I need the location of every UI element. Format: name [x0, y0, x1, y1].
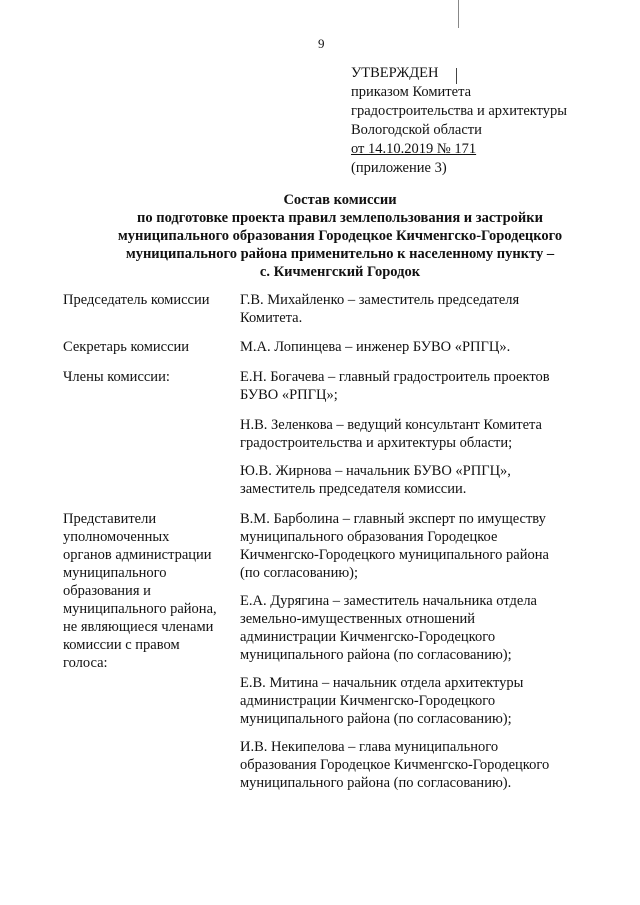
representative-line: Е.А. Дурягина – заместитель начальника отдела	[240, 593, 537, 609]
chairman-line-2: Комитета.	[240, 310, 303, 326]
approval-line-6: (приложение 3)	[351, 160, 447, 176]
page-number: 9	[318, 36, 325, 51]
secretary-entry	[240, 338, 590, 356]
chairman-entry	[240, 291, 590, 327]
representative-line: И.В. Некипелова – глава муниципального	[240, 739, 499, 755]
representative-entry	[240, 738, 590, 792]
approval-line-3: градостроительства и архитектуры	[351, 103, 568, 119]
representative-line: Кичменгско-Городецкого муниципального района	[240, 547, 549, 563]
scan-artifact-line	[458, 0, 459, 28]
members-role: Члены комиссии:	[63, 369, 170, 385]
representative-line: В.М. Барболина – главный эксперт по имуществу	[240, 511, 546, 527]
title-line-2: по подготовке проекта правил землепользования и застройки	[137, 210, 543, 226]
secretary-line-1: М.А. Лопинцева – инженер БУВО «РПГЦ».	[240, 339, 511, 355]
member-entry	[240, 368, 590, 404]
document-title	[60, 191, 620, 281]
representative-line: земельно-имущественных отношений	[240, 611, 476, 627]
role-line: комиссии с правом	[63, 637, 180, 653]
member-line: БУВО «РПГЦ»;	[240, 387, 338, 403]
member-line: Е.Н. Богачева – главный градостроитель проектов	[240, 369, 550, 385]
role-line: муниципального района,	[63, 601, 217, 617]
approval-line-2: приказом Комитета	[351, 84, 472, 100]
role-line: голоса:	[63, 655, 108, 671]
representative-line: муниципального района (по согласованию);	[240, 647, 512, 663]
representative-line: администрации Кичменгско-Городецкого	[240, 629, 496, 645]
role-line: органов администрации	[63, 547, 212, 563]
representative-line: Е.В. Митина – начальник отдела архитектуры	[240, 675, 524, 691]
title-line-1: Состав комиссии	[283, 192, 397, 208]
title-line-5: с. Кичменгский Городок	[259, 264, 421, 280]
member-entry	[240, 462, 590, 498]
member-line: Ю.В. Жирнова – начальник БУВО «РПГЦ»,	[240, 463, 511, 479]
member-line: заместитель председателя комиссии.	[240, 481, 467, 497]
role-line: образования и	[63, 583, 151, 599]
role-line: уполномоченных	[63, 529, 170, 545]
representatives-role	[63, 510, 233, 672]
representative-line: муниципального района (по согласованию);	[240, 711, 512, 727]
title-line-3: муниципального образования Городецкое Кичменгско-Городецкого	[117, 228, 563, 244]
chairman-line-1: Г.В. Михайленко – заместитель председателя	[240, 292, 520, 308]
secretary-role: Секретарь комиссии	[63, 339, 190, 355]
representative-line: образования Городецкое Кичменгско-Городецкого	[240, 757, 550, 773]
member-line: градостроительства и архитектуры области;	[240, 435, 513, 451]
role-line: муниципального	[63, 565, 167, 581]
chairman-role: Председатель комиссии	[63, 292, 210, 308]
member-entry	[240, 416, 590, 452]
title-line-4: муниципального района применительно к населенному пункту –	[125, 246, 555, 262]
representative-entry	[240, 510, 590, 582]
representative-line: (по согласованию);	[240, 565, 359, 581]
approval-line-4: Вологодской области	[351, 122, 482, 138]
approval-bracket-mark	[456, 68, 457, 84]
representative-entry	[240, 674, 590, 728]
role-line: не являющиеся членами	[63, 619, 214, 635]
representative-entry	[240, 592, 590, 664]
approval-block	[351, 64, 567, 178]
role-line: Представители	[63, 511, 157, 527]
representative-line: муниципального района (по согласованию).	[240, 775, 512, 791]
representative-line: администрации Кичменгско-Городецкого	[240, 693, 496, 709]
approval-line-1: УТВЕРЖДЕН	[351, 65, 439, 81]
member-line: Н.В. Зеленкова – ведущий консультант Комитета	[240, 417, 542, 433]
representative-line: муниципального образования Городецкое	[240, 529, 498, 545]
approval-line-5: от 14.10.2019 № 171	[351, 141, 477, 157]
